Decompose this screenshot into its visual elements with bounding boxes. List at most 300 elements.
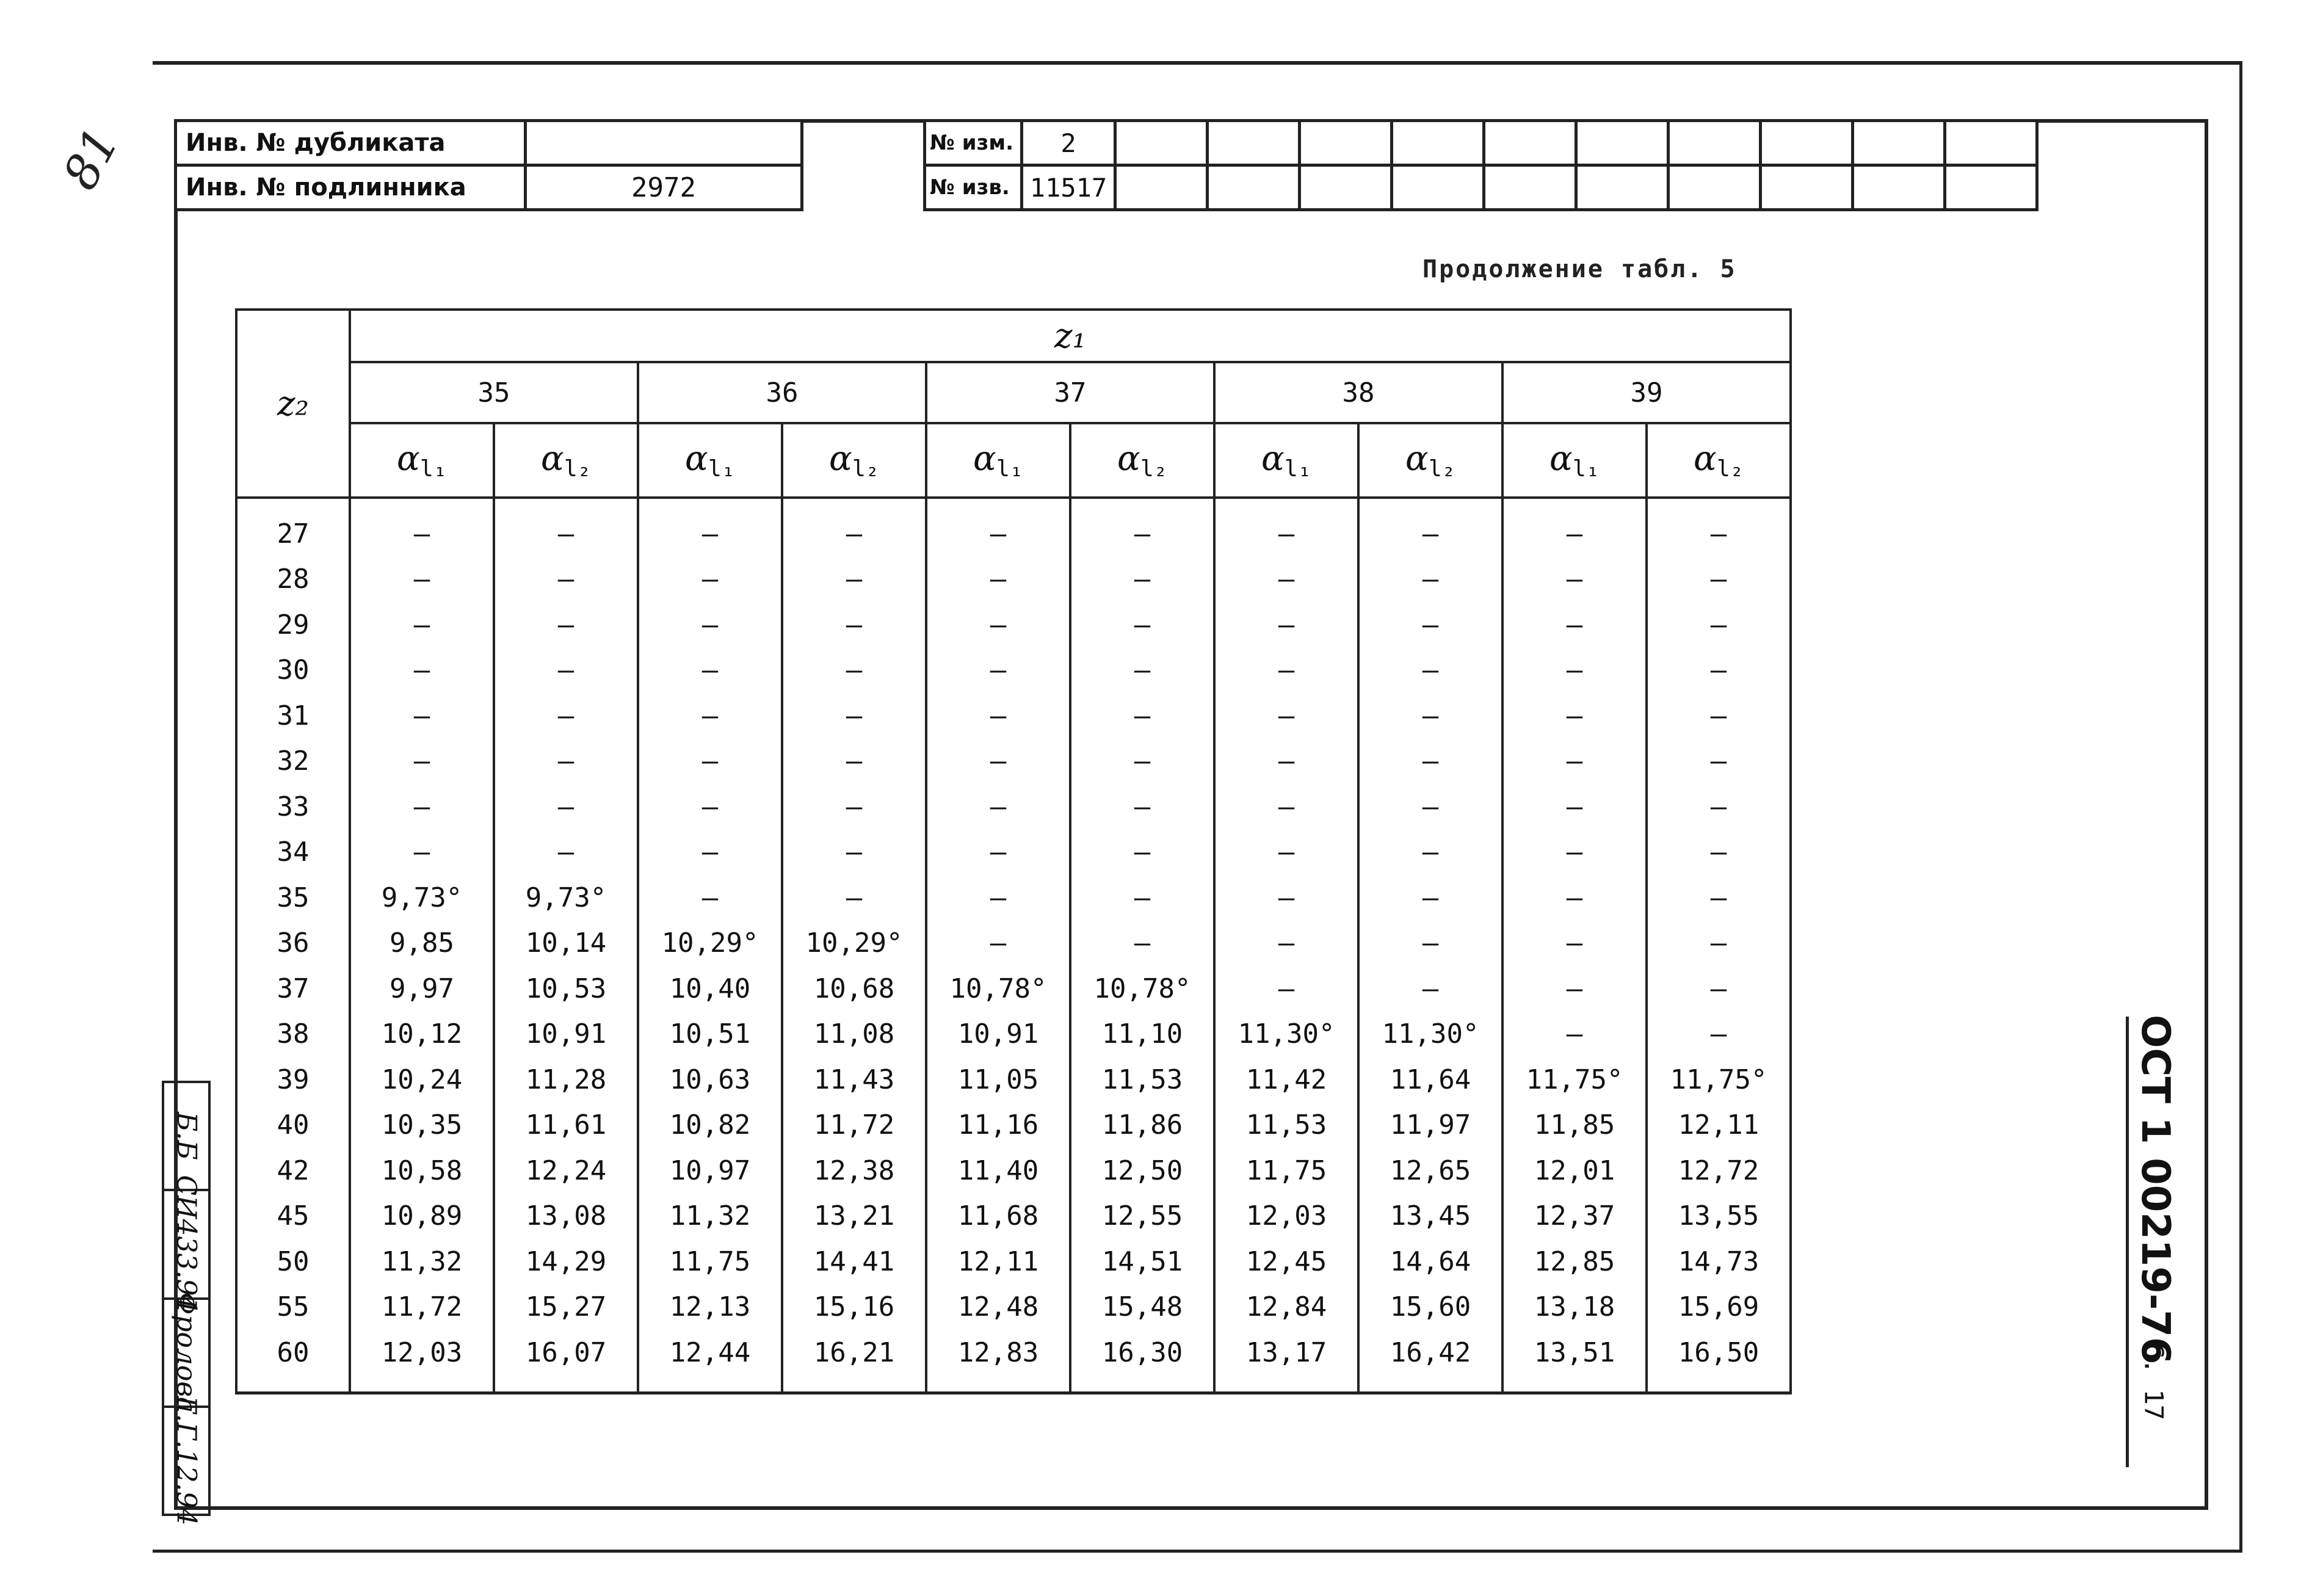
angle-cell: – bbox=[926, 830, 1070, 876]
change-row-notice bbox=[925, 165, 2037, 210]
angle-cell: – bbox=[638, 875, 782, 921]
angle-cell: 10,89 bbox=[350, 1194, 494, 1239]
angle-cell: 11,05 bbox=[926, 1057, 1070, 1103]
table-row bbox=[236, 648, 1791, 694]
angle-cell: – bbox=[1502, 648, 1647, 694]
blank-cell bbox=[1115, 165, 1208, 210]
z1-value-header: 38 bbox=[1214, 362, 1502, 423]
alpha-index: l₂ bbox=[852, 455, 879, 482]
angle-cell: – bbox=[1070, 830, 1214, 876]
angle-cell: 11,08 bbox=[782, 1012, 926, 1057]
angle-cell: – bbox=[1647, 1012, 1791, 1057]
alpha-symbol: α bbox=[1117, 439, 1140, 479]
z2-header bbox=[236, 310, 350, 498]
table-row bbox=[236, 739, 1791, 785]
angle-cell: – bbox=[1647, 498, 1791, 557]
angle-cell: – bbox=[638, 498, 782, 557]
inventory-value: 2972 bbox=[526, 165, 802, 210]
z2-value: 35 bbox=[236, 875, 350, 921]
angle-cell: – bbox=[350, 648, 494, 694]
angle-cell: 16,30 bbox=[1070, 1330, 1214, 1393]
alpha-symbol: α bbox=[541, 439, 564, 479]
alpha-column-header bbox=[926, 423, 1070, 498]
angle-cell: – bbox=[1647, 602, 1791, 648]
angle-cell: 12,03 bbox=[1214, 1194, 1358, 1239]
alpha-column-header bbox=[350, 423, 494, 498]
angle-cell: – bbox=[926, 648, 1070, 694]
table-row bbox=[236, 1148, 1791, 1194]
angle-cell: – bbox=[1358, 875, 1502, 921]
angle-cell: – bbox=[350, 830, 494, 876]
angle-cell: – bbox=[1214, 648, 1358, 694]
blank-cell bbox=[1300, 121, 1392, 165]
blank-cell bbox=[1945, 165, 2037, 210]
table-row bbox=[236, 1057, 1791, 1103]
inventory-stamp bbox=[174, 119, 803, 211]
change-value: 2 bbox=[1022, 121, 1115, 165]
angle-cell: 11,40 bbox=[926, 1148, 1070, 1194]
angle-cell: 10,51 bbox=[638, 1012, 782, 1057]
alpha-column-header bbox=[1647, 423, 1791, 498]
angle-cell: 15,48 bbox=[1070, 1285, 1214, 1330]
angle-cell: – bbox=[782, 693, 926, 739]
alpha-index: l₂ bbox=[564, 455, 591, 482]
angle-cell: – bbox=[1502, 602, 1647, 648]
header-row-z1 bbox=[236, 310, 1791, 362]
angle-cell: – bbox=[1070, 648, 1214, 694]
z1-value-header: 39 bbox=[1502, 362, 1791, 423]
angle-cell: 13,17 bbox=[1214, 1330, 1358, 1393]
angle-cell: – bbox=[926, 921, 1070, 967]
alpha-index: l₁ bbox=[1284, 455, 1311, 482]
angle-cell: – bbox=[350, 498, 494, 557]
angle-cell: 14,64 bbox=[1358, 1239, 1502, 1285]
angle-cell: 10,24 bbox=[350, 1057, 494, 1103]
angle-cell: – bbox=[1070, 557, 1214, 603]
signature-text: Б.Б bbox=[170, 1112, 202, 1160]
angle-cell: 11,42 bbox=[1214, 1057, 1358, 1103]
angle-cell: – bbox=[1070, 921, 1214, 967]
z2-value: 31 bbox=[236, 693, 350, 739]
z2-value: 38 bbox=[236, 1012, 350, 1057]
alpha-column-header bbox=[494, 423, 638, 498]
angle-cell: – bbox=[1214, 921, 1358, 967]
z2-value: 45 bbox=[236, 1194, 350, 1239]
angle-cell: 10,91 bbox=[926, 1012, 1070, 1057]
blank-cell bbox=[1945, 121, 2037, 165]
angle-cell: – bbox=[926, 739, 1070, 785]
angle-cell: – bbox=[638, 557, 782, 603]
alpha-symbol: α bbox=[397, 439, 420, 479]
table-row bbox=[236, 498, 1791, 557]
z2-value: 50 bbox=[236, 1239, 350, 1285]
angle-cell: 11,32 bbox=[638, 1194, 782, 1239]
angle-cell: – bbox=[1214, 830, 1358, 876]
table-row bbox=[236, 602, 1791, 648]
angle-cell: – bbox=[926, 875, 1070, 921]
angle-cell: – bbox=[1358, 784, 1502, 830]
blank-cell bbox=[1576, 165, 1669, 210]
inventory-value bbox=[526, 121, 802, 165]
angle-cell: 12,50 bbox=[1070, 1148, 1214, 1194]
angle-cell: 12,84 bbox=[1214, 1285, 1358, 1330]
angle-cell: – bbox=[1502, 498, 1647, 557]
angle-cell: – bbox=[1647, 648, 1791, 694]
table-row bbox=[236, 1285, 1791, 1330]
alpha-symbol: α bbox=[1694, 439, 1717, 479]
angle-cell: 15,60 bbox=[1358, 1285, 1502, 1330]
angle-cell: – bbox=[1502, 739, 1647, 785]
alpha-symbol: α bbox=[685, 439, 708, 479]
change-label: № изм. bbox=[925, 121, 1022, 165]
angle-cell: – bbox=[494, 498, 638, 557]
angle-cell: 11,85 bbox=[1502, 1103, 1647, 1148]
inventory-row-duplicate bbox=[176, 121, 802, 165]
angle-cell: – bbox=[1358, 966, 1502, 1012]
angle-cell: – bbox=[638, 602, 782, 648]
angle-cell: – bbox=[1070, 875, 1214, 921]
angle-cell: 9,73° bbox=[494, 875, 638, 921]
angle-cell: 11,16 bbox=[926, 1103, 1070, 1148]
angle-cell: 13,21 bbox=[782, 1194, 926, 1239]
z2-value: 32 bbox=[236, 739, 350, 785]
change-row-number bbox=[925, 121, 2037, 165]
z2-value: 37 bbox=[236, 966, 350, 1012]
angle-cell: – bbox=[926, 784, 1070, 830]
angle-cell: – bbox=[1214, 966, 1358, 1012]
z2-value: 33 bbox=[236, 784, 350, 830]
angle-cell: 10,63 bbox=[638, 1057, 782, 1103]
table-row bbox=[236, 1194, 1791, 1239]
angle-cell: 13,55 bbox=[1647, 1194, 1791, 1239]
alpha-index: l₁ bbox=[1572, 455, 1600, 482]
angle-cell: 16,07 bbox=[494, 1330, 638, 1393]
alpha-symbol: α bbox=[1549, 439, 1573, 479]
signature-cell bbox=[164, 1396, 208, 1526]
page-number: С. 17 bbox=[2139, 1343, 2169, 1420]
angle-cell: – bbox=[1214, 557, 1358, 603]
table-body bbox=[236, 498, 1791, 1393]
alpha-index: l₂ bbox=[1716, 455, 1744, 482]
header-row-z1-values bbox=[236, 362, 1791, 423]
angle-cell: 12,44 bbox=[638, 1330, 782, 1393]
angle-cell: – bbox=[1502, 1012, 1647, 1057]
alpha-symbol: α bbox=[1405, 439, 1429, 479]
angle-cell: – bbox=[1647, 557, 1791, 603]
alpha-column-header bbox=[638, 423, 782, 498]
angle-cell: – bbox=[782, 784, 926, 830]
angle-cell: 10,29° bbox=[782, 921, 926, 967]
change-value: 11517 bbox=[1022, 165, 1115, 210]
table-row bbox=[236, 830, 1791, 876]
angle-cell: – bbox=[1502, 693, 1647, 739]
change-record-stamp bbox=[923, 119, 2039, 211]
angle-cell: – bbox=[782, 875, 926, 921]
angle-cell: 16,42 bbox=[1358, 1330, 1502, 1393]
angle-cell: 13,18 bbox=[1502, 1285, 1647, 1330]
angle-cell: 10,29° bbox=[638, 921, 782, 967]
angle-cell: 12,45 bbox=[1214, 1239, 1358, 1285]
angle-cell: – bbox=[494, 648, 638, 694]
angle-cell: 11,53 bbox=[1214, 1103, 1358, 1148]
angle-cell: 10,91 bbox=[494, 1012, 638, 1057]
angle-cell: – bbox=[1070, 498, 1214, 557]
angle-cell: 10,78° bbox=[926, 966, 1070, 1012]
angle-cell: – bbox=[350, 739, 494, 785]
blank-cell bbox=[1208, 121, 1300, 165]
angle-cell: 16,21 bbox=[782, 1330, 926, 1393]
angle-cell: 12,83 bbox=[926, 1330, 1070, 1393]
table-row bbox=[236, 1330, 1791, 1393]
angle-cell: 12,13 bbox=[638, 1285, 782, 1330]
blank-cell bbox=[1853, 165, 1945, 210]
angle-cell: – bbox=[1502, 830, 1647, 876]
angle-cell: 14,73 bbox=[1647, 1239, 1791, 1285]
angle-cell: 11,28 bbox=[494, 1057, 638, 1103]
margin-handwritten-note: 81 bbox=[53, 119, 130, 198]
z2-value: 39 bbox=[236, 1057, 350, 1103]
angle-cell: – bbox=[494, 739, 638, 785]
angle-cell: 11,75° bbox=[1647, 1057, 1791, 1103]
angle-cell: – bbox=[926, 693, 1070, 739]
angle-cell: 11,43 bbox=[782, 1057, 926, 1103]
inventory-label: Инв. № подлинника bbox=[176, 165, 526, 210]
angle-cell: – bbox=[1214, 784, 1358, 830]
blank-cell bbox=[1669, 121, 1761, 165]
signature-text: Г.Г.12.94 bbox=[170, 1396, 202, 1526]
angle-cell: – bbox=[638, 693, 782, 739]
angle-cell: – bbox=[350, 557, 494, 603]
blank-cell bbox=[1761, 165, 1853, 210]
angle-cell: – bbox=[1214, 498, 1358, 557]
angle-cell: 10,14 bbox=[494, 921, 638, 967]
alpha-index: l₁ bbox=[419, 455, 447, 482]
angle-cell: – bbox=[1214, 875, 1358, 921]
angle-cell: – bbox=[350, 784, 494, 830]
table-row bbox=[236, 875, 1791, 921]
angle-data-table bbox=[235, 308, 1792, 1395]
angle-cell: – bbox=[1358, 498, 1502, 557]
angle-cell: 12,03 bbox=[350, 1330, 494, 1393]
inventory-label: Инв. № дубликата bbox=[176, 121, 526, 165]
angle-cell: – bbox=[350, 693, 494, 739]
table-row bbox=[236, 1239, 1791, 1285]
signature-strip bbox=[162, 1081, 211, 1526]
alpha-column-header bbox=[782, 423, 926, 498]
alpha-column-header bbox=[1070, 423, 1214, 498]
angle-cell: – bbox=[1502, 966, 1647, 1012]
angle-cell: – bbox=[782, 739, 926, 785]
angle-cell: – bbox=[1070, 693, 1214, 739]
angle-cell: 16,50 bbox=[1647, 1330, 1791, 1393]
angle-cell: – bbox=[926, 602, 1070, 648]
document-code: ОСТ 1 00219-76 bbox=[2133, 1015, 2178, 1365]
angle-cell: 12,11 bbox=[1647, 1103, 1791, 1148]
angle-cell: 12,65 bbox=[1358, 1148, 1502, 1194]
angle-cell: – bbox=[1502, 875, 1647, 921]
angle-cell: – bbox=[638, 784, 782, 830]
angle-cell: – bbox=[1647, 830, 1791, 876]
blank-cell bbox=[1208, 165, 1300, 210]
angle-cell: 10,40 bbox=[638, 966, 782, 1012]
angle-cell: – bbox=[1358, 921, 1502, 967]
angle-cell: – bbox=[926, 498, 1070, 557]
angle-cell: 15,27 bbox=[494, 1285, 638, 1330]
angle-cell: – bbox=[1358, 648, 1502, 694]
angle-cell: – bbox=[494, 784, 638, 830]
angle-cell: 12,55 bbox=[1070, 1194, 1214, 1239]
angle-cell: 11,97 bbox=[1358, 1103, 1502, 1148]
alpha-index: l₂ bbox=[1140, 455, 1167, 482]
angle-cell: 10,82 bbox=[638, 1103, 782, 1148]
table-row bbox=[236, 557, 1791, 603]
angle-cell: 11,75° bbox=[1502, 1057, 1647, 1103]
z2-value: 27 bbox=[236, 498, 350, 557]
angle-cell: – bbox=[782, 602, 926, 648]
table-row bbox=[236, 784, 1791, 830]
alpha-index: l₁ bbox=[708, 455, 735, 482]
document-code-block bbox=[2118, 1017, 2186, 1474]
angle-cell: 13,08 bbox=[494, 1194, 638, 1239]
z2-value: 40 bbox=[236, 1103, 350, 1148]
angle-cell: – bbox=[1502, 921, 1647, 967]
z2-value: 60 bbox=[236, 1330, 350, 1393]
blank-cell bbox=[1484, 121, 1576, 165]
angle-cell: 12,85 bbox=[1502, 1239, 1647, 1285]
angle-cell: 11,72 bbox=[350, 1285, 494, 1330]
angle-cell: – bbox=[782, 498, 926, 557]
angle-cell: – bbox=[494, 602, 638, 648]
alpha-symbol: α bbox=[973, 439, 996, 479]
angle-cell: – bbox=[926, 557, 1070, 603]
angle-cell: 11,75 bbox=[1214, 1148, 1358, 1194]
signature-cell bbox=[164, 1175, 208, 1313]
angle-cell: 11,30° bbox=[1214, 1012, 1358, 1057]
angle-cell: 10,35 bbox=[350, 1103, 494, 1148]
blank-cell bbox=[1669, 165, 1761, 210]
inventory-row-original bbox=[176, 165, 802, 210]
alpha-column-header bbox=[1358, 423, 1502, 498]
blank-cell bbox=[1392, 165, 1484, 210]
angle-cell: – bbox=[494, 693, 638, 739]
angle-cell: – bbox=[1214, 693, 1358, 739]
angle-cell: – bbox=[1070, 602, 1214, 648]
blank-cell bbox=[1576, 121, 1669, 165]
blank-cell bbox=[1300, 165, 1392, 210]
angle-cell: 14,51 bbox=[1070, 1239, 1214, 1285]
angle-cell: 12,37 bbox=[1502, 1194, 1647, 1239]
angle-cell: 11,32 bbox=[350, 1239, 494, 1285]
z1-value-header: 35 bbox=[350, 362, 638, 423]
alpha-symbol: α bbox=[829, 439, 852, 479]
angle-cell: – bbox=[1070, 739, 1214, 785]
z2-value: 55 bbox=[236, 1285, 350, 1330]
angle-cell: – bbox=[638, 830, 782, 876]
angle-cell: 12,11 bbox=[926, 1239, 1070, 1285]
angle-cell: 12,01 bbox=[1502, 1148, 1647, 1194]
angle-cell: 15,16 bbox=[782, 1285, 926, 1330]
table-row bbox=[236, 966, 1791, 1012]
alpha-column-header bbox=[1214, 423, 1358, 498]
angle-cell: – bbox=[782, 648, 926, 694]
angle-cell: 12,24 bbox=[494, 1148, 638, 1194]
angle-cell: – bbox=[1647, 875, 1791, 921]
z1-symbol: z₁ bbox=[1054, 316, 1086, 356]
angle-cell: – bbox=[1358, 602, 1502, 648]
angle-cell: 12,72 bbox=[1647, 1148, 1791, 1194]
z2-value: 28 bbox=[236, 557, 350, 603]
z2-symbol: z₂ bbox=[277, 383, 309, 424]
angle-cell: – bbox=[1647, 921, 1791, 967]
angle-cell: – bbox=[1214, 739, 1358, 785]
blank-cell bbox=[1853, 121, 1945, 165]
angle-cell: 13,51 bbox=[1502, 1330, 1647, 1393]
angle-cell: 9,73° bbox=[350, 875, 494, 921]
angle-cell: – bbox=[1214, 602, 1358, 648]
angle-cell: – bbox=[1070, 784, 1214, 830]
angle-cell: 11,10 bbox=[1070, 1012, 1214, 1057]
angle-cell: – bbox=[1358, 693, 1502, 739]
z2-value: 30 bbox=[236, 648, 350, 694]
angle-cell: – bbox=[782, 557, 926, 603]
blank-cell bbox=[1484, 165, 1576, 210]
angle-cell: 13,45 bbox=[1358, 1194, 1502, 1239]
angle-cell: – bbox=[494, 557, 638, 603]
angle-cell: – bbox=[1647, 739, 1791, 785]
alpha-column-header bbox=[1502, 423, 1647, 498]
angle-cell: – bbox=[638, 739, 782, 785]
signature-text: Фролова bbox=[170, 1292, 202, 1413]
header-row-alpha bbox=[236, 423, 1791, 498]
angle-cell: 14,29 bbox=[494, 1239, 638, 1285]
blank-cell bbox=[1115, 121, 1208, 165]
z2-value: 36 bbox=[236, 921, 350, 967]
change-label: № изв. bbox=[925, 165, 1022, 210]
table-row bbox=[236, 921, 1791, 967]
angle-cell: 11,61 bbox=[494, 1103, 638, 1148]
blank-cell bbox=[1392, 121, 1484, 165]
angle-cell: – bbox=[1647, 784, 1791, 830]
signature-cell bbox=[164, 1292, 208, 1413]
z1-value-header: 37 bbox=[926, 362, 1214, 423]
z2-value: 42 bbox=[236, 1148, 350, 1194]
angle-cell: 12,48 bbox=[926, 1285, 1070, 1330]
angle-cell: 9,85 bbox=[350, 921, 494, 967]
angle-cell: – bbox=[1358, 830, 1502, 876]
angle-cell: 10,12 bbox=[350, 1012, 494, 1057]
angle-cell: 10,53 bbox=[494, 966, 638, 1012]
angle-cell: 11,53 bbox=[1070, 1057, 1214, 1103]
z1-header bbox=[350, 310, 1791, 362]
angle-cell: 10,68 bbox=[782, 966, 926, 1012]
angle-cell: – bbox=[350, 602, 494, 648]
angle-cell: – bbox=[1502, 784, 1647, 830]
angle-cell: – bbox=[638, 648, 782, 694]
code-rule-line bbox=[2126, 1017, 2129, 1467]
angle-cell: 10,58 bbox=[350, 1148, 494, 1194]
alpha-symbol: α bbox=[1261, 439, 1285, 479]
angle-cell: 11,30° bbox=[1358, 1012, 1502, 1057]
angle-cell: – bbox=[1647, 693, 1791, 739]
alpha-index: l₂ bbox=[1428, 455, 1455, 482]
angle-cell: 10,78° bbox=[1070, 966, 1214, 1012]
alpha-index: l₁ bbox=[996, 455, 1023, 482]
angle-cell: 11,75 bbox=[638, 1239, 782, 1285]
z2-value: 29 bbox=[236, 602, 350, 648]
angle-cell: 10,97 bbox=[638, 1148, 782, 1194]
z1-value-header: 36 bbox=[638, 362, 926, 423]
table-caption: Продолжение табл. 5 bbox=[1422, 255, 1737, 283]
